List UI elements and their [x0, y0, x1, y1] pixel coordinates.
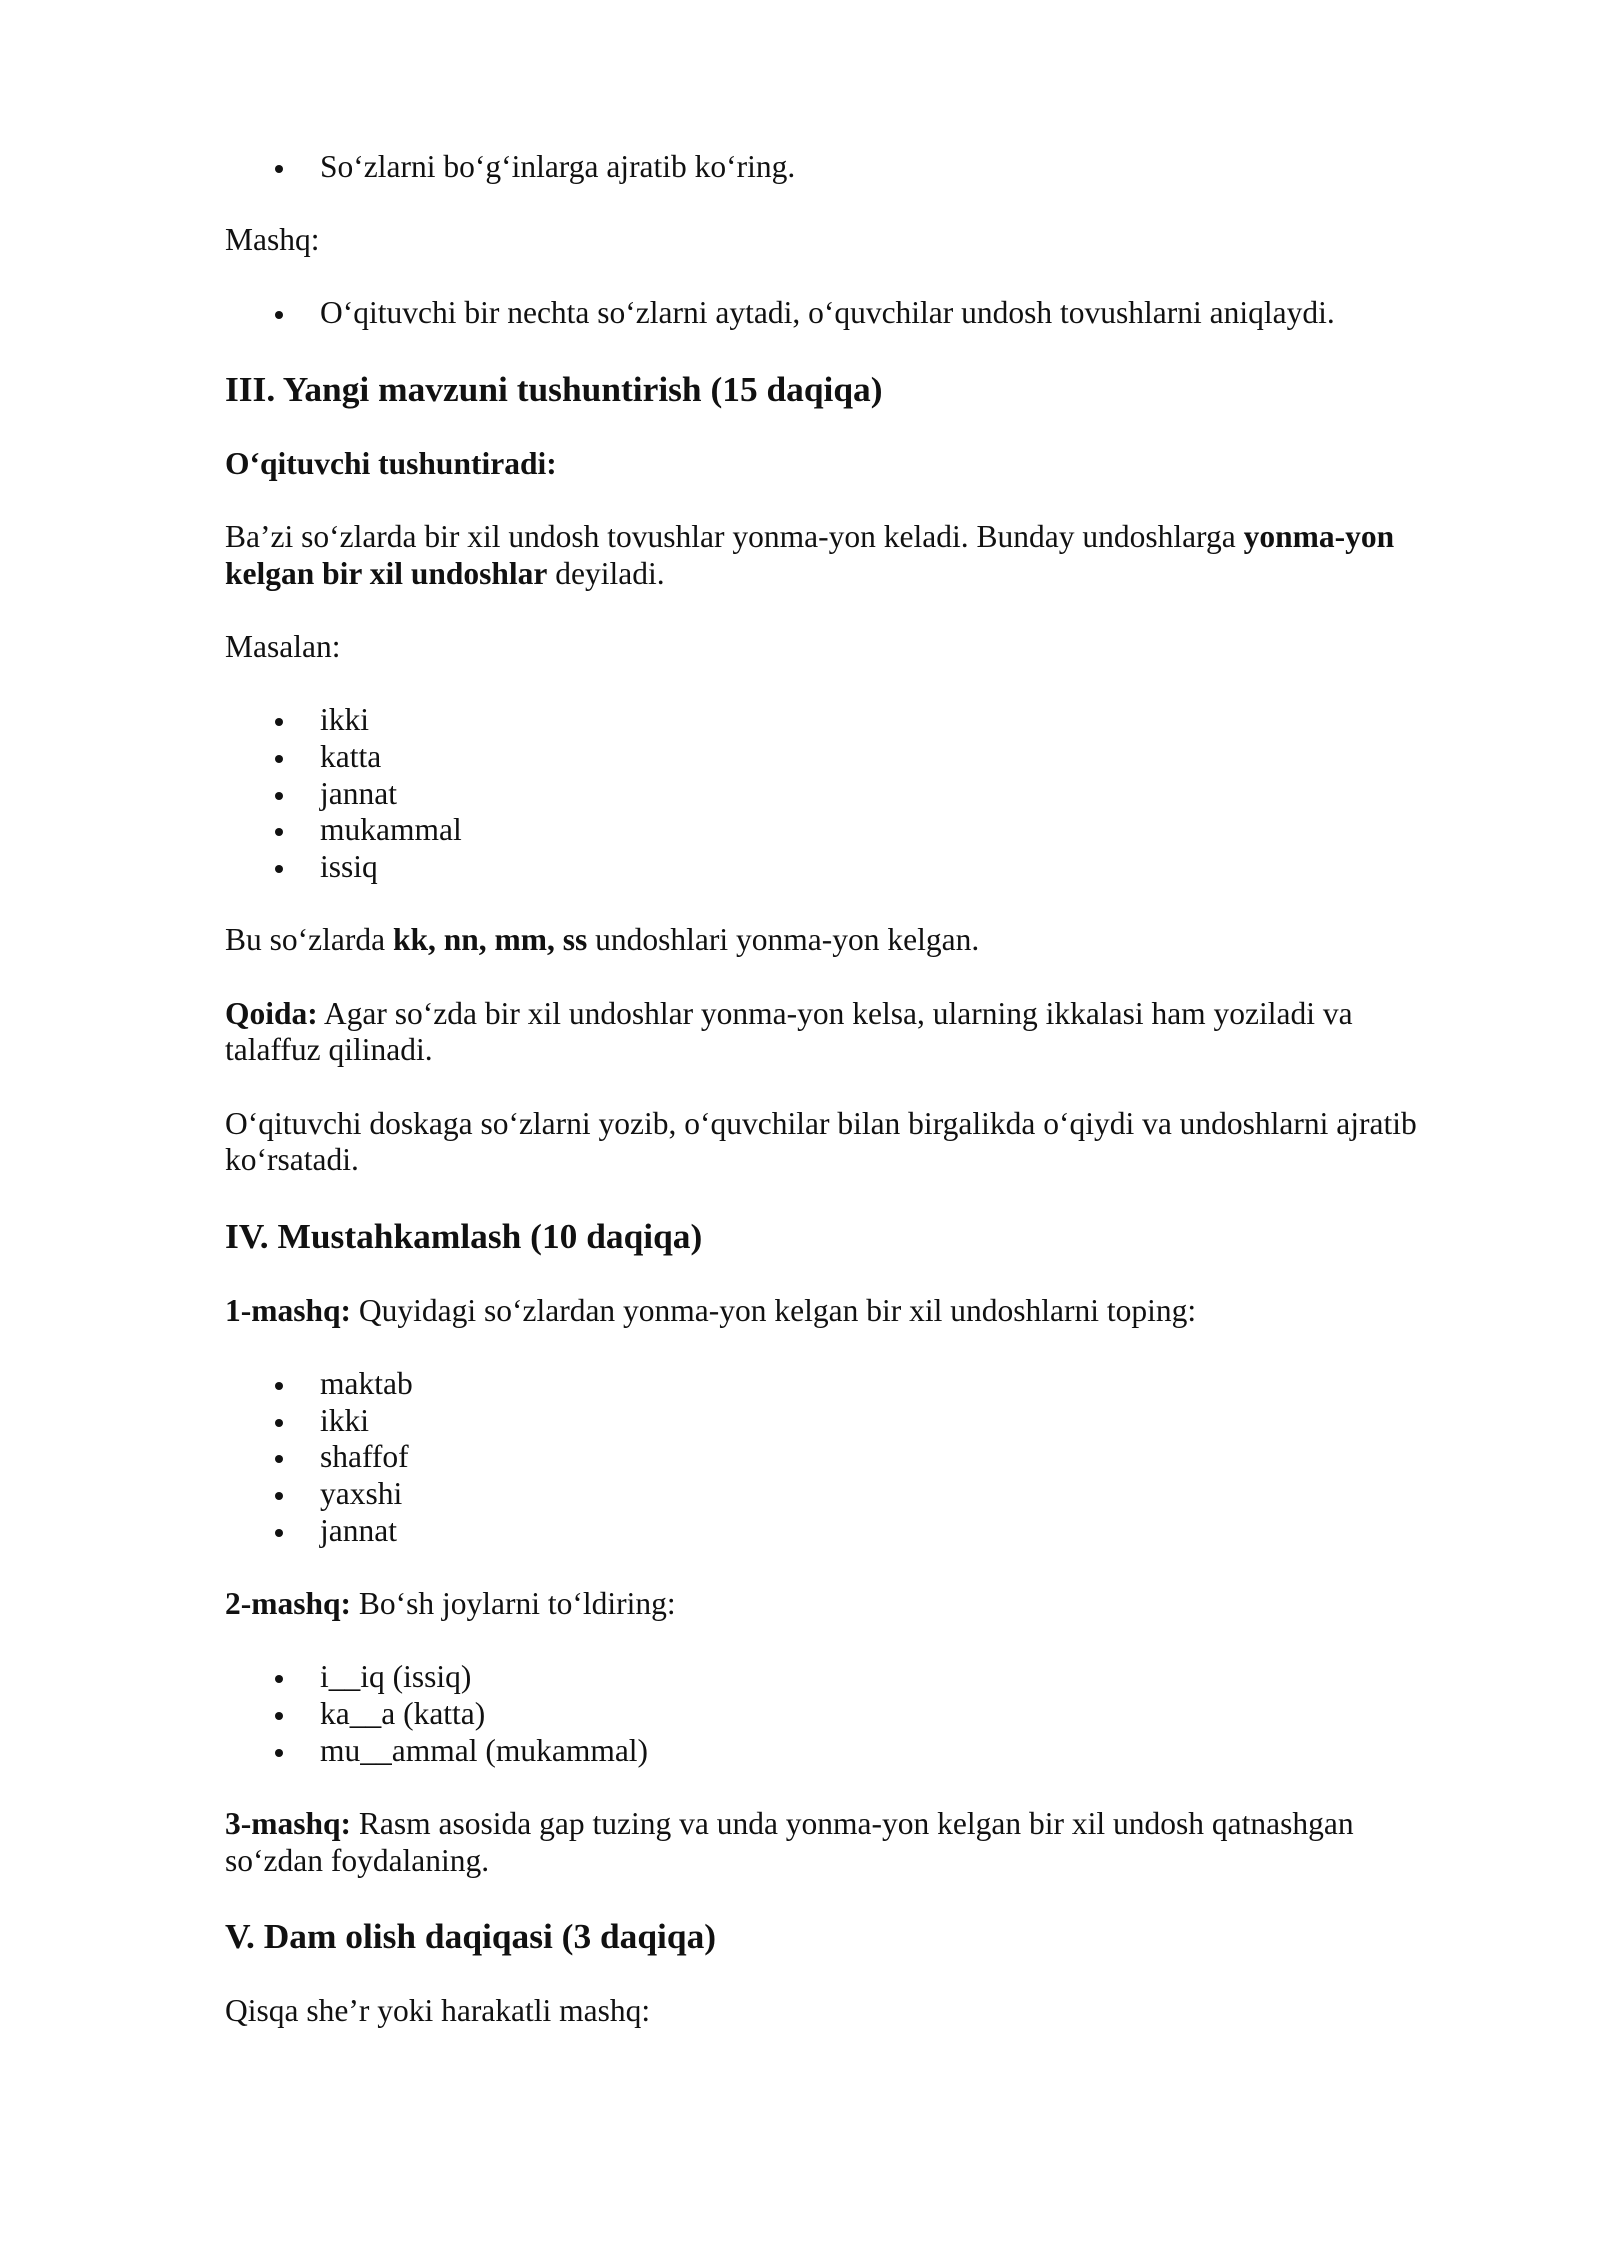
exercise-2-paragraph [225, 1586, 1440, 1623]
bullet-marker [275, 718, 283, 726]
bullet-marker [275, 1712, 283, 1720]
exercise-1-label: 1-mashq: [225, 1292, 352, 1328]
bullet-marker [275, 828, 283, 836]
list-item [320, 739, 1440, 776]
exercise-task-list [225, 295, 1440, 332]
rule-label: Qoida: [225, 995, 318, 1031]
key-term: yonma-yon kelgan bir xil undoshlar [225, 518, 1395, 591]
list-item [320, 1366, 1440, 1403]
exercise-label: Mashq: [225, 221, 320, 257]
list-item [320, 1696, 1440, 1733]
list-item-text: yaxshi [320, 1475, 403, 1511]
list-item-text: ka__a (katta) [320, 1695, 486, 1731]
syllable-task-list [225, 149, 1440, 186]
bullet-marker [275, 165, 283, 173]
section-heading-break: V. Dam olish daqiqasi (3 daqiqa) [225, 1916, 717, 1957]
explanation-text: deyiladi. [547, 555, 665, 591]
list-item [320, 1733, 1440, 1770]
list-item-text: maktab [320, 1365, 413, 1401]
list-item [320, 295, 1440, 332]
list-item-text: mu__ammal (mukammal) [320, 1732, 649, 1768]
exercise-3-label: 3-mashq: [225, 1805, 352, 1841]
exercise-1-text: Quyidagi so‘zlardan yonma-yon kelgan bir xil undoshlarni toping: [351, 1292, 1197, 1328]
exercise-2-label: 2-mashq: [225, 1585, 352, 1621]
examples-label: Masalan: [225, 628, 341, 664]
list-item [320, 702, 1440, 739]
summary-paragraph [225, 922, 1440, 959]
break-intro: Qisqa she’r yoki harakatli mashq: [225, 1992, 651, 2028]
list-item [320, 1439, 1440, 1476]
bullet-marker [275, 1455, 283, 1463]
bullet-marker [275, 1749, 283, 1757]
list-item-text: jannat [320, 1512, 397, 1548]
list-item-text: mukammal [320, 812, 462, 848]
list-item-text: jannat [320, 775, 397, 811]
bullet-marker [275, 1382, 283, 1390]
examples-list [225, 702, 1440, 886]
list-item-text: i__iq (issiq) [320, 1659, 472, 1695]
exercise-1-paragraph [225, 1293, 1440, 1330]
list-item-text: O‘qituvchi bir nechta so‘zlarni aytadi, o‘quvchilar undosh tovushlarni aniqlaydi. [320, 295, 1335, 331]
bullet-marker [275, 1492, 283, 1500]
bullet-marker [275, 1675, 283, 1683]
list-item-text: katta [320, 738, 382, 774]
board-note-paragraph: O‘qituvchi doskaga so‘zlarni yozib, o‘quvchilar bilan birgalikda o‘qiydi va undoshlarni ajratib ko‘rsatadi. [225, 1105, 1417, 1178]
bullet-marker [275, 792, 283, 800]
exercise-3-paragraph [225, 1806, 1440, 1879]
section-heading-new-topic: III. Yangi mavzuni tushuntirish (15 daqiqa) [225, 368, 883, 409]
bullet-marker [275, 865, 283, 873]
list-item [320, 149, 1440, 186]
list-item-text: So‘zlarni bo‘g‘inlarga ajratib ko‘ring. [320, 148, 796, 184]
exercise-3-text: Rasm asosida gap tuzing va unda yonma-yon kelgan bir xil undosh qatnashgan so‘zdan foydalaning. [225, 1805, 1354, 1878]
explanation-paragraph [225, 519, 1440, 592]
explanation-text: Ba’zi so‘zlarda bir xil undosh tovushlar yonma-yon keladi. Bunday undoshlarga [225, 518, 1244, 554]
list-item-text: issiq [320, 848, 378, 884]
list-item-text: ikki [320, 1402, 370, 1438]
teacher-explains-label: O‘qituvchi tushuntiradi: [225, 445, 557, 481]
list-item-text: ikki [320, 702, 370, 738]
rule-paragraph [225, 996, 1440, 1069]
list-item [320, 849, 1440, 886]
bullet-marker [275, 1529, 283, 1537]
exercise-2-fill-list [225, 1659, 1440, 1769]
section-heading-reinforcement: IV. Mustahkamlash (10 daqiqa) [225, 1215, 703, 1256]
list-item [320, 1513, 1440, 1550]
list-item [320, 812, 1440, 849]
exercise-2-text: Bo‘sh joylarni to‘ldiring: [351, 1585, 676, 1621]
consonant-pairs: kk, nn, mm, ss [392, 922, 588, 958]
list-item-text: shaffof [320, 1439, 409, 1475]
bullet-marker [275, 311, 283, 319]
rule-text: Agar so‘zda bir xil undoshlar yonma-yon kelsa, ularning ikkalasi ham yoziladi va talaffuz qilinadi. [225, 995, 1353, 1068]
list-item [320, 776, 1440, 813]
bullet-marker [275, 1419, 283, 1427]
bullet-marker [275, 755, 283, 763]
list-item [320, 1659, 1440, 1696]
summary-text: Bu so‘zlarda [225, 922, 393, 958]
list-item [320, 1403, 1440, 1440]
list-item [320, 1476, 1440, 1513]
exercise-1-word-list [225, 1366, 1440, 1550]
summary-text: undoshlari yonma-yon kelgan. [587, 922, 980, 958]
